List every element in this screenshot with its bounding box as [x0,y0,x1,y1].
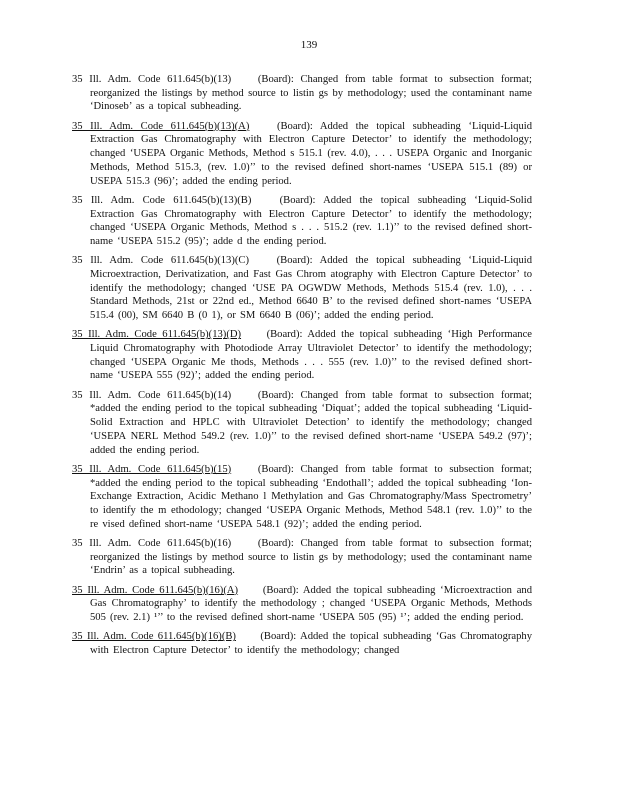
entries-list [72,73,532,663]
entry-text: (Board): Changed from table format to subsection format; reorganized the listings by method source to listin gs by methodology; used the contaminant name ‘Endrin’ as a topical subheading. [90,537,532,577]
citation-spacer [231,537,251,551]
entry-paragraph [72,389,532,458]
entry-paragraph [72,584,532,625]
entry-citation: 35 Ill. Adm. Code 611.645(b)(14) [72,389,232,401]
citation-spacer [238,584,258,598]
entry-paragraph [72,537,532,578]
citation-spacer [249,254,269,268]
entry-text: (Board): Changed from table format to subsection format; reorganized the listings by method source to listin gs by methodology; used the contaminant name ‘Dinoseb’ as a topical subheading. [90,74,532,113]
entry-text: (Board): Changed from table format to subsection format; *added the ending period to the topical subheading ‘Endothall’; added the topical subheading ‘Ion-Exchange Extraction, Acidic Methano l Methylation and Gas Chromatography/Mass Spectrometry’ to identify the m ethodology; changed ‘USEPA Organic Methods, Method 548.1 (rev. 1.0)’’ to the re vised defined short-name ‘USEPA 548.1 (92)’; added the ending period. [90,463,532,530]
page-number: 139 [300,39,318,51]
entry-text: (Board): Added the topical subheading ‘High Performance Liquid Chromatography with Photodiode Array Ultraviolet Detector’ to identify the methodology; changed ‘USEPA Organic Me thods, Methods . . . 555 (rev. 1.0)’’ to the revised defined short-name ‘USEPA 555 (92)’; added the ending period. [90,329,533,382]
citation-spacer [236,630,256,644]
citation-spacer [251,194,271,208]
citation-spacer [231,463,251,477]
entry-text: (Board): Added the topical subheading ‘Liquid-Liquid Microextraction, Derivatization, and Fast Gas Chrom atography with Electron Capture Detector’ to identify the methodology; changed ‘USE PA OGWDW Methods, Methods 515.4 (rev. 1.0), . . . Standard Methods, 21st or 22nd ed., Method 6640 B’ to the revised defined short-names ‘USEPA 515.4 (00), SM 6640 B (0 1), or SM 6640 B (06)’; added the ending period. [90,255,532,322]
entry-citation: 35 Ill. Adm. Code 611.645(b)(13) [72,74,232,85]
entry-text: (Board): Added the topical subheading ‘Microextraction and Gas Chromatography’ to identify the methodology ; changed ‘USEPA Organic Methods, Methods 505 (rev. 2.1) ¹’’ to the revised defined short-name ‘USEPA 505 (95) ¹’; added the ending period. [90,584,532,624]
entry-text: (Board): Added the topical subheading ‘Liquid-Liquid Extraction Gas Chromatography with Electron Capture Detector’ to identify the methodology; changed ‘USEPA Organic Methods, Method s 515.1 (rev. 4.0), . . . USEPA Organic and Inorganic Methods, Method 515.3, (rev. 1.0)’’ to the revised defined short-names ‘USEPA 515.1 (89) or USEPA 515.3 (96)’; added the ending period. [90,120,532,187]
entry-citation: 35 Ill. Adm. Code 611.645(b)(16)(B) [72,631,236,643]
entry-citation: 35 Ill. Adm. Code 611.645(b)(16) [72,537,232,549]
entry-paragraph [72,328,532,383]
entry-paragraph [72,73,532,114]
citation-spacer [241,328,261,342]
entry-paragraph [72,463,532,532]
entry-citation: 35 Ill. Adm. Code 611.645(b)(15) [72,463,232,475]
entry-paragraph [72,120,532,189]
entry-citation: 35 Ill. Adm. Code 611.645(b)(13)(D) [72,329,242,341]
entry-text: (Board): Added the topical subheading ‘Liquid-Solid Extraction Gas Chromatography with Electron Capture Detector’ to identify the methodology; changed ‘USEPA Organic Methods, Method s . . . 515.2 (rev. 1.1)’’ to the revised defined short-name ‘USEPA 515.2 (95)’; adde d the ending period. [90,194,532,247]
entry-citation: 35 Ill. Adm. Code 611.645(b)(13)(C) [72,255,249,267]
citation-spacer [231,389,251,403]
entry-citation: 35 Ill. Adm. Code 611.645(b)(16)(A) [72,584,239,596]
entry-citation: 35 Ill. Adm. Code 611.645(b)(13)(B) [72,194,252,206]
entry-citation: 35 Ill. Adm. Code 611.645(b)(13)(A) [72,120,250,132]
entry-text: (Board): Changed from table format to subsection format; *added the ending period to the topical subheading ‘Diquat’; added the topical subheading ‘Liquid-Solid Extraction and HPLC with Ultraviolet Detection’ to identify the methodology; changed ‘USEPA NERL Method 549.2 (rev. 1.0)’’ to the revised defined short-name ‘USEPA 549.2 (97)’; added the ending period. [90,389,532,456]
entry-text: (Board): Added the topical subheading ‘Gas Chromatography with Electron Capture Detector’ to identify the methodology; changed [90,631,533,657]
citation-spacer [249,120,269,134]
entry-paragraph [72,254,532,323]
citation-spacer [231,73,251,87]
entry-paragraph [72,630,532,657]
entry-paragraph [72,194,532,249]
